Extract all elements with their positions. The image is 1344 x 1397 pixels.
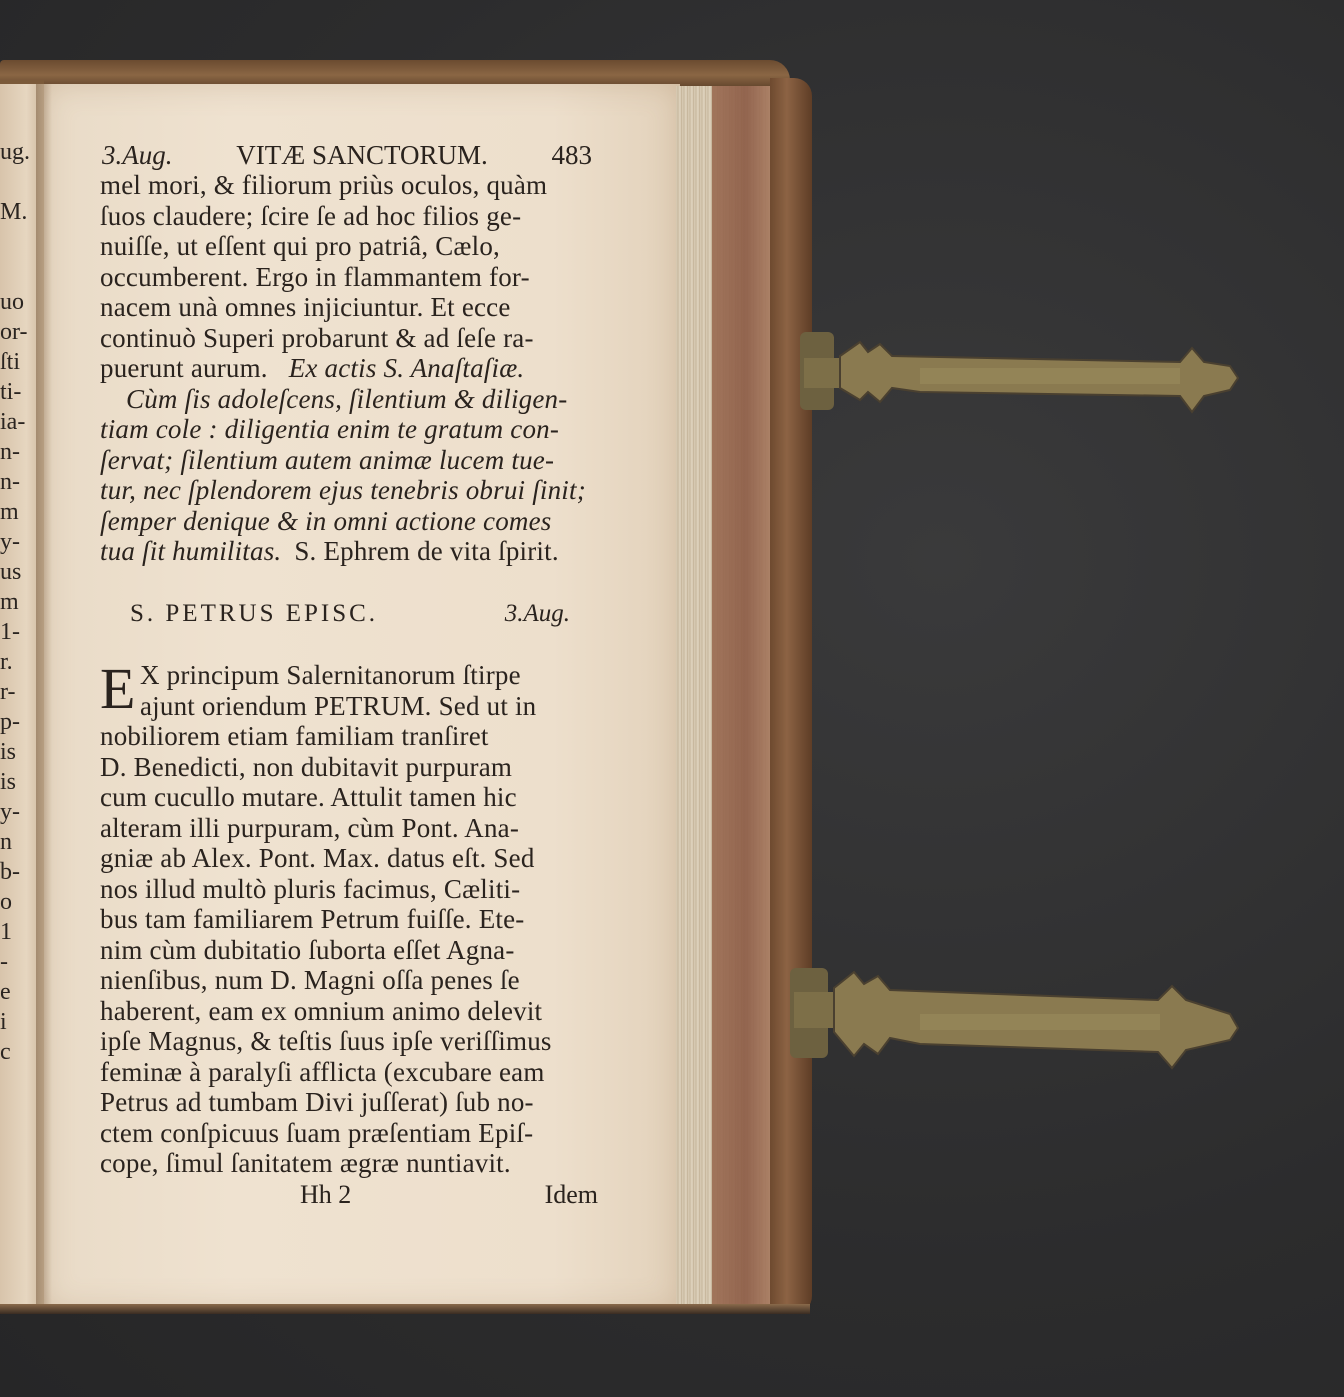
previous-page-fragment: i	[0, 1009, 7, 1035]
upper-text-block	[100, 170, 586, 567]
previous-page-fragment: e	[0, 979, 11, 1005]
previous-page-fragment: ſti	[0, 349, 21, 375]
text-line: nos illud multò pluris facimus, Cæliti-	[100, 873, 521, 904]
previous-page-fragment: is	[0, 739, 17, 765]
text-line: ipſe Magnus, & teſtis ſuus ipſe veriſſimus	[100, 1026, 552, 1056]
section-title: S. PETRUS EPISC.	[130, 600, 379, 627]
previous-page-fragment: us	[0, 559, 22, 585]
text-line	[100, 353, 586, 384]
brass-clasp-lower[interactable]	[790, 958, 1245, 1014]
text-line: nienſibus, num D. Magni oſſa penes ſe	[100, 965, 520, 995]
previous-page-fragment: -	[0, 949, 8, 975]
text-line: alteram illi purpuram, cùm Pont. Ana-	[100, 812, 520, 843]
previous-page-fragment: ti-	[0, 379, 22, 405]
text-line: nuiſſe, ut eſſent qui pro patriâ, Cælo,	[100, 231, 500, 261]
text-line: cum cucullo mutare. Attulit tamen hic	[100, 782, 517, 812]
previous-page-fragment: n	[0, 829, 12, 855]
catchword: Idem	[544, 1180, 598, 1209]
text-line: mel mori, & filiorum priùs oculos, quàm	[100, 170, 548, 200]
previous-page-fragment: ia-	[0, 409, 26, 435]
page-gutter	[36, 84, 52, 1308]
text-line: ſuos claudere; ſcire ſe ad hoc filios ge-	[100, 200, 522, 231]
quote-line: ſervat; ſilentium autem animæ lucem tue-	[100, 444, 555, 475]
page-number: 483	[551, 140, 592, 170]
previous-page-fragment: r-	[0, 679, 16, 705]
text-line: feminæ à paralyſi afflicta (excubare eam	[100, 1056, 545, 1087]
previous-page-fragment: is	[0, 769, 17, 795]
running-head	[102, 140, 592, 171]
previous-page-fragment: n-	[0, 469, 20, 495]
section-heading	[130, 600, 570, 628]
text-line: haberent, eam ex omnium animo delevit	[100, 995, 543, 1026]
text-line: ctem conſpicuus ſuam præſentiam Epiſ-	[100, 1117, 534, 1148]
previous-page-fragment: r.	[0, 649, 13, 675]
book-bottom-edge	[0, 1304, 810, 1314]
source-note: Ex actis S. Anaſtaſiæ.	[288, 353, 525, 383]
signature-mark: Hh 2	[300, 1180, 352, 1209]
running-head-title: VITÆ SANCTORUM.	[236, 140, 488, 170]
text-line: gniæ ab Alex. Pont. Max. datus eſt. Sed	[100, 843, 535, 873]
previous-page-fragment: y-	[0, 799, 20, 825]
drop-cap: E	[100, 656, 136, 721]
previous-page-fragment: n-	[0, 439, 20, 465]
text-line: nacem unà omnes injiciuntur. Et ecce	[100, 292, 511, 322]
section-date: 3.Aug.	[504, 600, 570, 627]
leather-cover	[770, 78, 812, 1314]
previous-page-fragment: 1-	[0, 619, 20, 645]
quote-source: S. Ephrem de vita ſpirit.	[294, 536, 559, 566]
quote-line: Cùm ſis adoleſcens, ſilentium & diligen-	[126, 383, 568, 414]
brass-clasp-upper[interactable]	[800, 322, 1245, 378]
running-head-date: 3.Aug.	[102, 140, 173, 170]
quote-line: tur, nec ſplendorem ejus tenebris obrui ſinit;	[100, 475, 586, 505]
text-line: nobiliorem etiam familiam tranſiret	[100, 721, 489, 751]
text-line: D. Benedicti, non dubitavit purpuram	[100, 751, 513, 782]
quote-line: tiam cole : diligentia enim te gratum con-	[100, 414, 560, 444]
previous-page-fragment: p-	[0, 709, 20, 735]
text-line: cope, ſimul ſanitatem ægræ nuntiavit.	[100, 1148, 511, 1178]
text-line: bus tam familiarem Petrum fuiſſe. Ete-	[100, 904, 525, 934]
page-footer	[300, 1180, 598, 1210]
quote-line-end: tua ſit humilitas.	[100, 536, 282, 566]
previous-page-fragment: m	[0, 589, 19, 615]
body-text-block	[100, 721, 552, 1179]
previous-page-fragment: b-	[0, 859, 20, 885]
text-line: ajunt oriendum PETRUM. Sed ut in	[140, 690, 537, 721]
text-line: nim cùm dubitatio ſuborta eſſet Agna-	[100, 934, 515, 965]
previous-page-fragment: M.	[0, 199, 28, 225]
text-line: Petrus ad tumbam Divi juſſerat) ſub no-	[100, 1087, 534, 1117]
previous-page-fragment: or-	[0, 319, 28, 345]
previous-page-fragment: c	[0, 1039, 11, 1065]
body-first-lines	[140, 660, 536, 721]
previous-page-fragment: ug.	[0, 139, 30, 165]
quote-line: ſemper denique & in omni actione comes	[100, 505, 552, 536]
previous-page-fragment: uo	[0, 289, 24, 315]
text-line-end: puerunt aurum.	[100, 353, 268, 383]
previous-page-fragment: 1	[0, 919, 12, 945]
clasp-icon	[800, 322, 1245, 422]
previous-page-fragment: m	[0, 499, 19, 525]
clasp-icon	[790, 958, 1245, 1078]
quote-line	[100, 536, 586, 567]
text-line: occumberent. Ergo in flammantem for-	[100, 261, 530, 292]
previous-page-fragment: o	[0, 889, 12, 915]
text-line: X principum Salernitanorum ſtirpe	[140, 660, 521, 690]
text-line: continuò Superi probarunt & ad ſeſe ra-	[100, 322, 534, 353]
previous-page-fragment: y-	[0, 529, 20, 555]
